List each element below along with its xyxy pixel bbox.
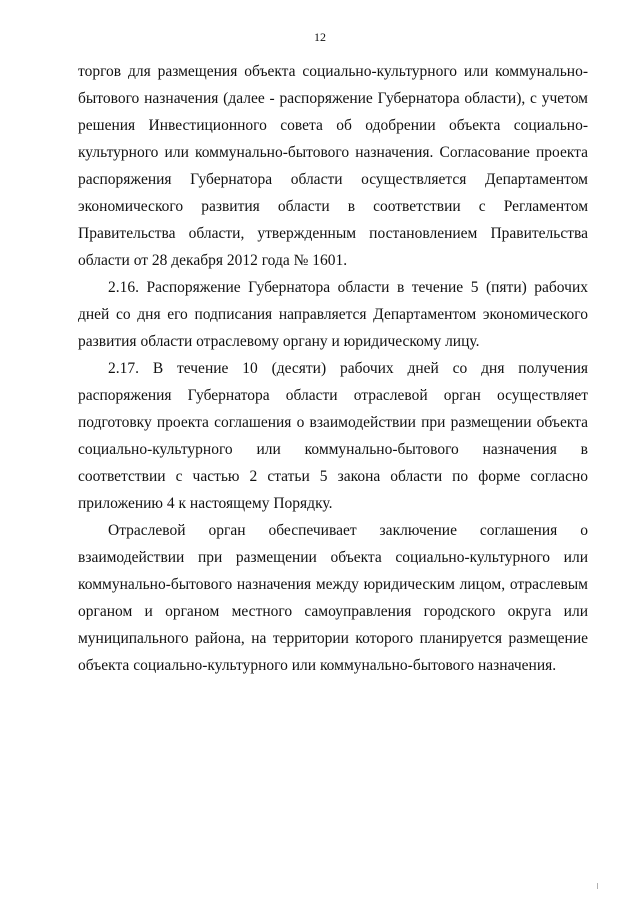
page-edge-mark [597, 883, 598, 889]
paragraph-agreement-conclusion: Отраслевой орган обеспечивает заключение соглашения о взаимодействии при размещении объекта социально-культурного или коммунально-бытового назначения между юридическим лицом, отраслевым органом и органом местного самоуправления городского округа или муниципального района, на территории которого планируется размещение объекта социально-культурного или коммунально-бытового назначения. [78, 522, 588, 674]
paragraph-continuation: торгов для размещения объекта социально-культурного или коммунально-бытового назначения (далее - распоряжение Губернатора области), с учетом решения Инвестиционного совета об одобрении объекта социально-культурного или коммунально-бытового назначения. Согласование проекта распоряжения Губернатора области осуществляется Департаментом экономического развития области в соответствии с Регламентом Правительства области, утвержденным постановлением Правительства области от 28 декабря 2012 года № 1601. [78, 63, 588, 269]
paragraph-clause-2-17: 2.17. В течение 10 (десяти) рабочих дней со дня получения распоряжения Губернатора области отраслевой орган осуществляет подготовку проекта соглашения о взаимодействии при размещении объекта социально-культурного или коммунально-бытового назначения в соответствии с частью 2 статьи 5 закона области по форме согласно приложению 4 к настоящему Порядку. [78, 360, 588, 512]
document-body [78, 58, 588, 679]
paragraph-clause-2-16: 2.16. Распоряжение Губернатора области в течение 5 (пяти) рабочих дней со дня его подписания направляется Департаментом экономического развития области отраслевому органу и юридическому лицу. [78, 279, 588, 350]
page-number: 12 [314, 30, 326, 44]
